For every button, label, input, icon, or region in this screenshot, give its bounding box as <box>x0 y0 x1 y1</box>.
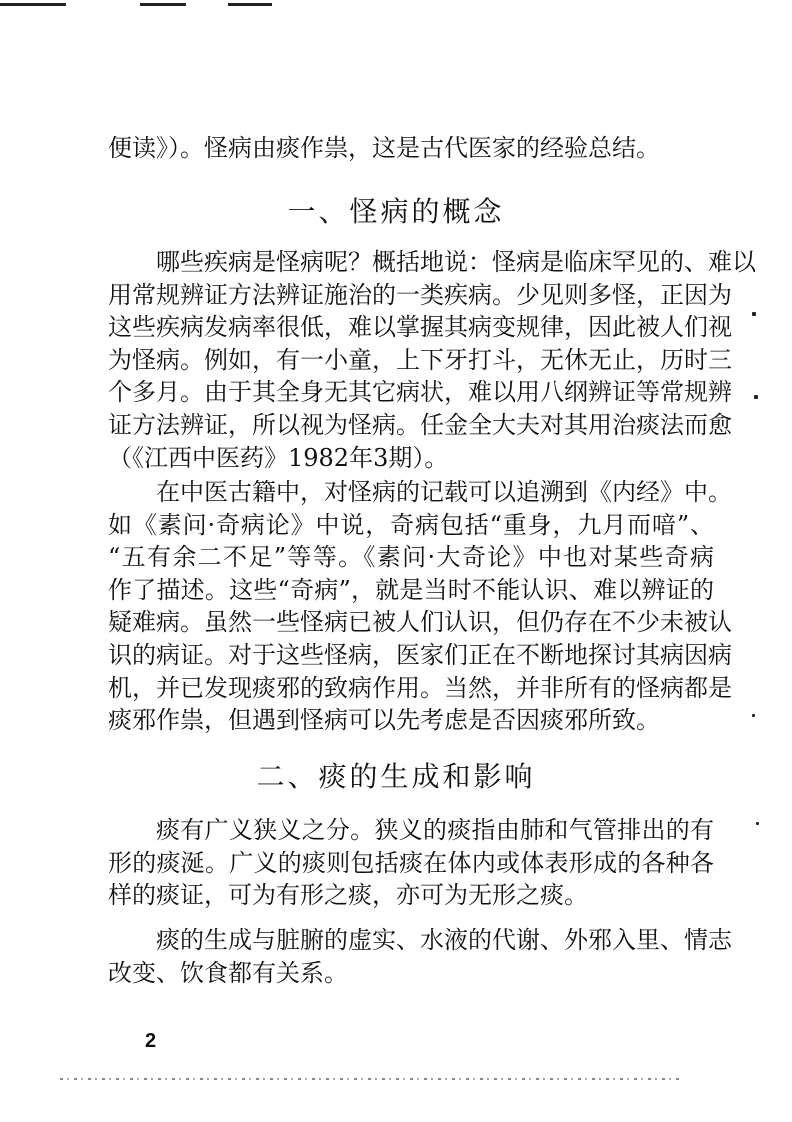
scan-artifact <box>140 3 186 6</box>
text-line: 哪些疾病是怪病呢？概括地说：怪病是临床罕见的、难以 <box>156 248 756 276</box>
scan-artifact <box>756 822 759 825</box>
scan-artifact <box>754 395 758 399</box>
scan-artifact <box>60 1078 680 1080</box>
section-heading: 一、怪病的概念 <box>287 195 505 228</box>
text-line: 形的痰涎。广义的痰则包括痰在体内或体表形成的各种各 <box>108 848 714 877</box>
text-line: 改变、饮食都有关系。 <box>108 958 348 987</box>
text-line: 痰邪作祟，但遇到怪病可以先考虑是否因痰邪所致。 <box>108 706 660 735</box>
text-line: 这些疾病发病率很低，难以掌握其病变规律，因此被人们视 <box>108 313 732 342</box>
text-line: 痰的生成与脏腑的虚实、水液的代谢、外邪入里、情志 <box>156 926 732 954</box>
scan-artifact <box>752 714 755 717</box>
text-line: 样的痰证，可为有形之痰，亦可为无形之痰。 <box>108 881 588 910</box>
text-line: 如《素问·奇病论》中说，奇病包括“重身，九月而喑”、 <box>108 510 714 539</box>
text-line: 识的病证。对于这些怪病，医家们正在不断地探讨其病因病 <box>108 641 732 669</box>
scan-artifact <box>228 3 272 6</box>
text-line: 疑难病。虽然一些怪病已被人们认识，但仍存在不少未被认 <box>108 608 732 637</box>
page-number: 2 <box>145 1030 157 1052</box>
text-line: 机，并已发现痰邪的致病作用。当然，并非所有的怪病都是 <box>108 673 732 702</box>
text-line: 在中医古籍中，对怪病的记载可以追溯到《内经》中。 <box>156 478 732 506</box>
text-line: 痰有广义狭义之分。狭义的痰指由肺和气管排出的有 <box>156 816 714 844</box>
text-line: 作了描述。这些“奇病”，就是当时不能认识、难以辨证的 <box>108 575 714 604</box>
text-line: 便读》）。怪病由痰作祟，这是古代医家的经验总结。 <box>108 134 660 162</box>
text-line: 证方法辨证，所以视为怪病。任金全大夫对其用治痰法而愈 <box>108 411 732 439</box>
section-heading: 二、痰的生成和影响 <box>256 760 536 793</box>
scan-artifact <box>752 312 756 316</box>
text-line: “五有余二不足”等等。《素问·大奇论》中也对某些奇病 <box>108 543 714 572</box>
text-line: 为怪病。例如，有一小童，上下牙打斗，无休无止，历时三 <box>108 345 732 374</box>
text-line: 个多月。由于其全身无其它病状，难以用八纲辨证等常规辨 <box>108 378 732 407</box>
scan-artifact <box>0 3 66 6</box>
text-line: （《江西中医药》1982年3期）。 <box>108 443 449 472</box>
text-line: 用常规辨证方法辨证施治的一类疾病。少见则多怪，正因为 <box>108 280 732 309</box>
